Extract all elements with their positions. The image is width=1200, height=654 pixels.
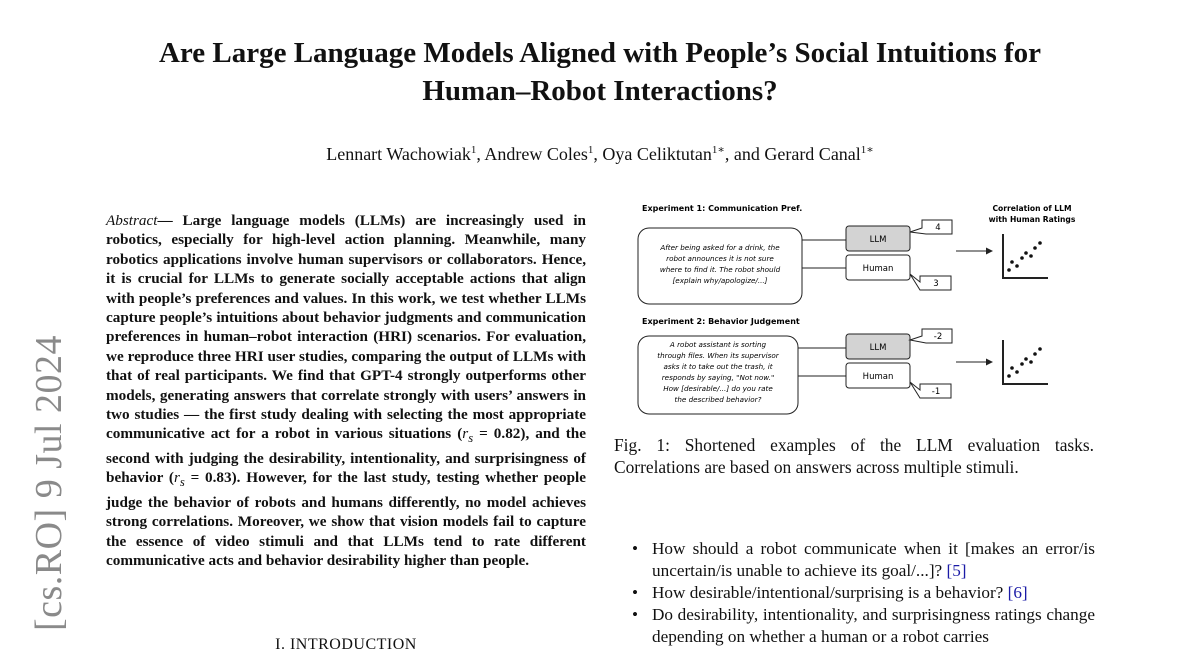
- llm-rating-callout: [910, 220, 952, 234]
- experiment-2-prompt-line: asks it to take out the trash, it: [663, 362, 773, 371]
- author-name: Oya Celiktutan: [602, 144, 712, 164]
- llm-rating-value: 4: [935, 223, 941, 233]
- abstract-label: Abstract: [106, 212, 158, 229]
- spearman-r-symbol: r: [173, 469, 180, 487]
- abstract-dash: —: [157, 212, 183, 229]
- author-affiliation: 1: [470, 144, 477, 156]
- list-item-text: Do desirability, intentionality, and surprisingness ratings change depending on whether a human or a robot carries: [652, 605, 1095, 646]
- research-questions-list: [630, 538, 1095, 648]
- list-item: [630, 582, 1095, 604]
- experiment-2-prompt-line: How [desirable/...] do you rate: [663, 384, 773, 393]
- author-name: Gerard Canal: [764, 144, 861, 164]
- abstract: [106, 211, 586, 570]
- list-item: [630, 538, 1095, 582]
- author-affiliation: 1: [587, 144, 594, 156]
- llm-rating-callout: [910, 329, 952, 343]
- list-item: [630, 604, 1095, 648]
- human-rating-value: -1: [931, 387, 941, 397]
- title-line-1: Are Large Language Models Aligned with People’s Social Intuitions for: [158, 37, 1042, 69]
- scatter-plot-icon: [1003, 340, 1048, 384]
- human-rating-value: 3: [933, 279, 939, 289]
- author-name: Lennart Wachowiak: [326, 144, 471, 164]
- llm-label: LLM: [869, 235, 887, 245]
- citation-link[interactable]: [5]: [946, 561, 967, 580]
- spearman-subscript: s: [179, 475, 185, 490]
- author-name: Andrew Coles: [484, 144, 588, 164]
- title-line-2: Human–Robot Interactions?: [422, 75, 778, 107]
- experiment-1-prompt-line: where to find it. The robot should: [659, 265, 781, 274]
- llm-label: LLM: [869, 343, 887, 353]
- abstract-text-part-3: = 0.83). However, for the last study, testing whether people judge the behavior of robots and humans differently, no model achieves strong correlations. Moreover, we show that vision models fail to capture the essence of video stimuli and that LLMs tend to rate different communicative acts and behavior desirability higher than people.: [106, 469, 586, 569]
- figure-caption: Fig. 1: Shortened examples of the LLM evaluation tasks. Correlations are based on answers across multiple stimuli.: [614, 435, 1094, 477]
- human-rating-callout: [910, 382, 951, 398]
- experiment-1-prompt-line: After being asked for a drink, the: [660, 243, 780, 252]
- arxiv-side-stamp: [26, 330, 72, 636]
- figure-1-diagram: [636, 198, 1096, 420]
- correlation-title-line: Correlation of LLM: [992, 204, 1072, 213]
- experiment-2-prompt-line: through files. When its supervisor: [657, 351, 779, 360]
- experiment-2-prompt-line: A robot assistant is sorting: [669, 340, 767, 349]
- paper-title: [60, 34, 1140, 110]
- human-label: Human: [862, 372, 894, 382]
- figure-1: [636, 198, 1096, 420]
- author-list: [60, 144, 1140, 165]
- experiment-2-prompt-line: the described behavior?: [674, 395, 762, 404]
- human-rating-callout: [910, 274, 951, 290]
- experiment-1-prompt-line: robot announces it is not sure: [666, 254, 774, 263]
- scatter-plot-icon: [1003, 234, 1048, 278]
- author-affiliation: 1∗: [860, 144, 874, 156]
- spearman-r-symbol: r: [462, 425, 469, 443]
- human-label: Human: [862, 264, 894, 274]
- author-separator: , and: [724, 144, 765, 164]
- list-item-text: How desirable/intentional/surprising is a behavior?: [652, 583, 1008, 602]
- section-heading-introduction: I. INTRODUCTION: [275, 636, 417, 653]
- experiment-1-title: Experiment 1: Communication Pref.: [642, 204, 803, 213]
- list-item-text: How should a robot communicate when it [makes an error/is uncertain/is unable to achieve its goal/...]?: [652, 539, 1095, 580]
- experiment-2-prompt-line: responds by saying, "Not now.": [661, 373, 775, 382]
- citation-link[interactable]: [6]: [1007, 583, 1028, 602]
- author-separator: ,: [476, 144, 485, 164]
- abstract-text-part-1: Large language models (LLMs) are increasingly used in robotics, especially for high-level action planning. Meanwhile, many robotics applications involve human supervisors or collaborators. Hence, it is crucial for LLMs to generate socially acceptable actions that align with people’s preferences and values. In this work, we test whether LLMs capture people’s intuitions about behavior judgments and communication preferences in human–robot interaction (HRI) scenarios. For evaluation, we reproduce three HRI user studies, comparing the output of LLMs with that of real participants. We find that GPT-4 strongly outperforms other models, generating answers that correlate strongly with users’ answers in two studies — the first study dealing with selecting the most appropriate communicative act for a robot in various situations (: [106, 212, 587, 443]
- experiment-1-prompt-line: [explain why/apologize/...]: [672, 276, 768, 285]
- experiment-2-title: Experiment 2: Behavior Judgement: [642, 317, 800, 326]
- spearman-subscript: s: [468, 431, 474, 446]
- author-separator: ,: [593, 144, 603, 164]
- arxiv-stamp-text: [cs.RO] 9 Jul 2024: [28, 334, 71, 632]
- author-affiliation: 1∗: [711, 144, 725, 156]
- llm-rating-value: -2: [933, 332, 943, 342]
- abstract-text-part-2: = 0.82), and the second with judging the desirability, intentionality, and surprisingness of behavior (: [106, 425, 586, 487]
- correlation-title-line: with Human Ratings: [988, 215, 1076, 224]
